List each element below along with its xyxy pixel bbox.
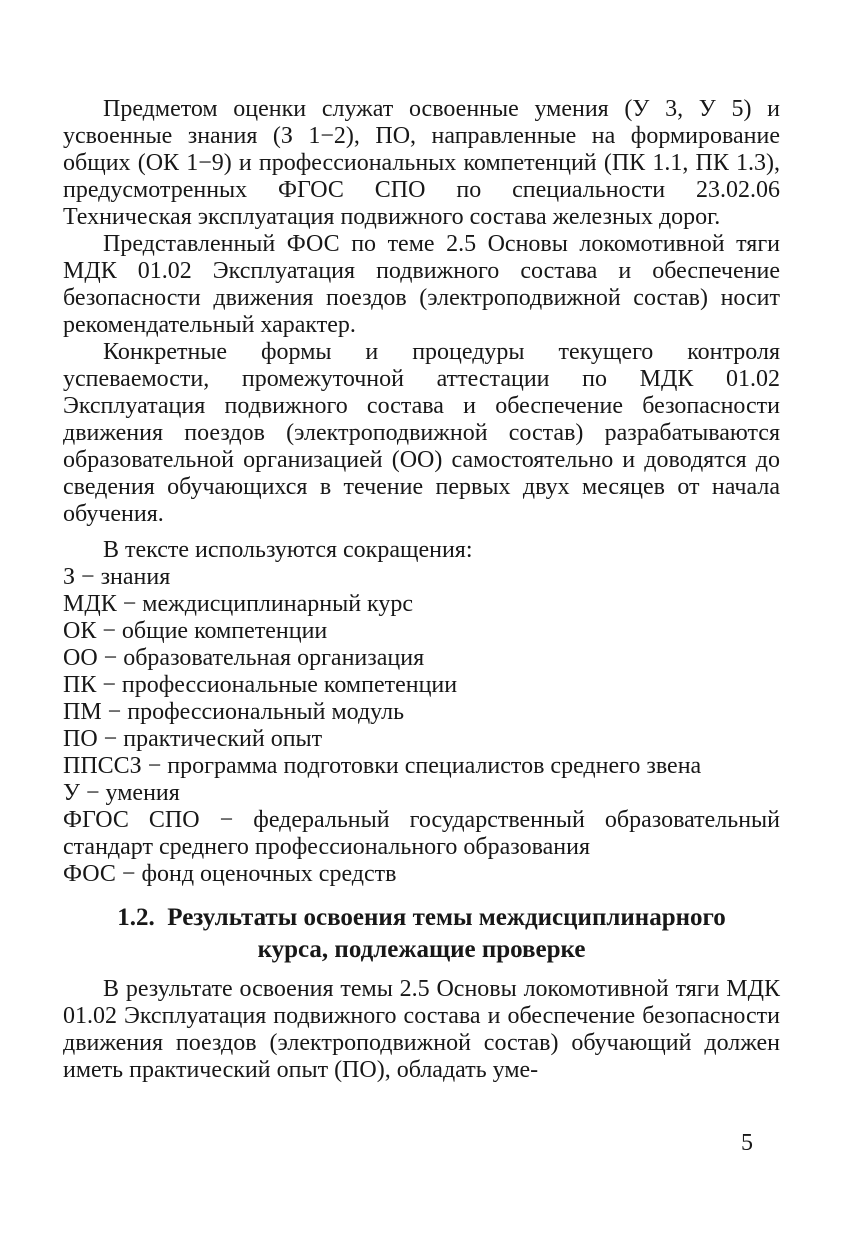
- abbreviation-term: ППССЗ: [63, 753, 142, 779]
- abbreviation-meaning: практический опыт: [123, 726, 323, 752]
- dash-separator: −: [103, 645, 118, 671]
- abbreviations-section: [63, 537, 780, 888]
- abbreviation-meaning: общие компетенции: [121, 618, 328, 644]
- abbreviation-item: [63, 807, 780, 861]
- dash-separator: −: [81, 564, 95, 590]
- abbreviation-item: [63, 780, 780, 807]
- dash-separator: −: [102, 672, 116, 698]
- abbreviation-item: [63, 618, 780, 645]
- abbreviation-meaning: образовательная организация: [123, 645, 425, 671]
- abbreviation-item: [63, 672, 780, 699]
- body-paragraph-3: Конкретные формы и процедуры текущего контроля успеваемости, промежуточной аттестации по МДК 01.02 Эксплуатация подвижного состава и обеспечение безопасности движения поездов (электроподвижной состав) разрабатываются образовательной организацией (ОО) самостоятельно и доводятся до сведения обучающихся в течение первых двух месяцев от начала обучения.: [63, 339, 780, 527]
- abbreviation-term: З: [63, 564, 76, 590]
- section-heading-line: 1.2. Результаты освоения темы междисциплинарного: [117, 904, 726, 931]
- abbreviation-item: [63, 861, 780, 888]
- abbreviation-meaning: умения: [105, 780, 180, 806]
- page-body: [63, 96, 780, 1084]
- abbreviation-term: ПМ: [63, 699, 102, 725]
- abbreviation-meaning: междисциплинарный курс: [142, 591, 414, 617]
- abbreviation-term: У: [63, 780, 80, 806]
- page-number: 5: [741, 1130, 753, 1156]
- dash-separator: −: [103, 726, 118, 752]
- dash-separator: −: [86, 780, 100, 806]
- dash-separator: −: [122, 591, 137, 617]
- abbreviation-term: ОО: [63, 645, 98, 671]
- dash-separator: −: [107, 699, 122, 725]
- closing-paragraph: В результате освоения темы 2.5 Основы локомотивной тяги МДК 01.02 Эксплуатация подвижного состава и обеспечение безопасности движения поездов (электроподвижной состав) обучающий должен иметь практический опыт (ПО), обладать уме-: [63, 976, 780, 1083]
- abbreviation-meaning: профессиональные компетенции: [121, 672, 458, 698]
- abbreviation-item: [63, 726, 780, 753]
- dash-separator: −: [102, 618, 116, 644]
- section-heading: [63, 902, 780, 966]
- body-paragraph-1: Предметом оценки служат освоенные умения (У 3, У 5) и усвоенные знания (З 1−2), ПО, направленные на формирование общих (ОК 1−9) и профессиональных компетенций (ПК 1.1, ПК 1.3), предусмотренных ФГОС СПО по специальности 23.02.06 Техническая эксплуатация подвижного состава железных дорог.: [63, 96, 780, 230]
- body-paragraph-2: Представленный ФОС по теме 2.5 Основы локомотивной тяги МДК 01.02 Эксплуатация подвижного состава и обеспечение безопасности движения поездов (электроподвижной состав) носит рекомендательный характер.: [63, 231, 780, 338]
- abbreviation-item: [63, 564, 780, 591]
- section-heading-line: курса, подлежащие проверке: [257, 936, 586, 963]
- dash-separator: −: [121, 861, 136, 887]
- abbreviation-meaning: программа подготовки специалистов среднего звена: [167, 753, 702, 779]
- abbreviation-item: [63, 699, 780, 726]
- abbreviation-term: ФОС: [63, 861, 116, 887]
- abbreviation-term: ОК: [63, 618, 97, 644]
- abbreviation-meaning: знания: [100, 564, 171, 590]
- abbreviation-term: МДК: [63, 591, 117, 617]
- abbreviation-meaning: фонд оценочных средств: [141, 861, 397, 887]
- dash-separator: −: [219, 807, 234, 833]
- abbreviations-intro: В тексте используются сокращения:: [103, 537, 473, 563]
- abbreviation-item: [63, 753, 780, 780]
- abbreviation-meaning: профессиональный модуль: [127, 699, 405, 725]
- abbreviation-item: [63, 645, 780, 672]
- abbreviation-term: ФГОС СПО: [63, 807, 200, 833]
- abbreviation-term: ПК: [63, 672, 97, 698]
- dash-separator: −: [147, 753, 162, 779]
- abbreviation-meaning: федеральный государственный образовательный стандарт среднего профессионального образования: [63, 807, 781, 860]
- abbreviation-item: [63, 591, 780, 618]
- abbreviation-term: ПО: [63, 726, 98, 752]
